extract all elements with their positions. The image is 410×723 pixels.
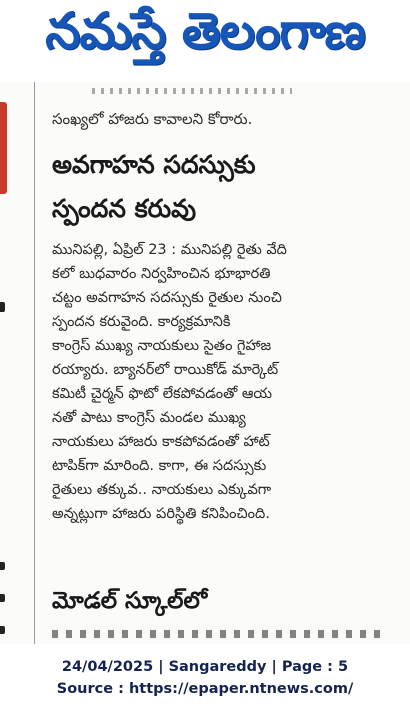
adjacent-image-fragment — [0, 102, 7, 194]
adjacent-text-fragment — [0, 302, 5, 312]
newspaper-clipping — [0, 82, 410, 644]
footer-source: Source : https://epaper.ntnews.com/ — [56, 681, 354, 697]
next-article-headline: మోడల్ స్కూల్‌లో — [52, 588, 208, 614]
body-line: అన్నట్లుగా హాజరు పరిస్థితి కనిపించింది. — [52, 506, 270, 522]
body-line: రయ్యారు. బ్యానర్‌లో రాయికోడ్ మార్కెట్ — [52, 362, 279, 378]
previous-article-last-line: సంఖ్యలో హాజరు కావాలని కోరారు. — [52, 110, 253, 128]
body-line: స్పందన కరువైంది. కార్యక్రమానికి — [52, 314, 231, 330]
body-line: కలో బుధవారం నిర్వహించిన భూభారతి — [52, 266, 271, 282]
masthead — [0, 0, 410, 78]
adjacent-text-fragment — [0, 626, 5, 634]
previous-text-fragment — [92, 88, 292, 94]
newspaper-logo-title: నమస్తే తెలంగాణ — [45, 1, 365, 60]
body-line: నతో పాటు కాంగ్రెస్ మండల ముఖ్య — [52, 410, 246, 426]
body-line: టాపిక్‌గా మారింది. కాగా, ఈ సదస్సుకు — [52, 458, 267, 474]
body-line: కాంగ్రెస్ ముఖ్య నాయకులు సైతం గైహాజ — [52, 338, 272, 354]
article-body — [52, 238, 394, 526]
body-line: చట్టం అవగాహన సదస్సుకు రైతుల నుంచి — [52, 290, 282, 306]
adjacent-text-fragment — [0, 594, 5, 602]
adjacent-text-fragment — [0, 562, 5, 570]
headline-line-2: స్పందన కరువు — [52, 194, 197, 223]
footer-date-page: 24/04/2025 | Sangareddy | Page : 5 — [61, 659, 349, 675]
adjacent-column-strip — [0, 82, 38, 644]
body-line: రైతులు తక్కువ.. నాయకులు ఎక్కువగా — [52, 482, 272, 498]
body-line: మునిపల్లి, ఏప్రిల్ 23 : మునిపల్లి రైతు వేది — [52, 242, 287, 258]
column-divider — [34, 82, 35, 644]
footer-caption — [0, 656, 410, 700]
body-line: నాయకులు హాజరు కాకపోవడంతో హాట్ — [52, 434, 270, 450]
headline-line-1: అవగాహన సదస్సుకు — [52, 150, 256, 179]
body-line: కమిటీ చైర్మన్ ఫొటో లేకపోవడంతో ఆయ — [52, 386, 273, 402]
cut-off-text-fragment — [52, 630, 382, 638]
